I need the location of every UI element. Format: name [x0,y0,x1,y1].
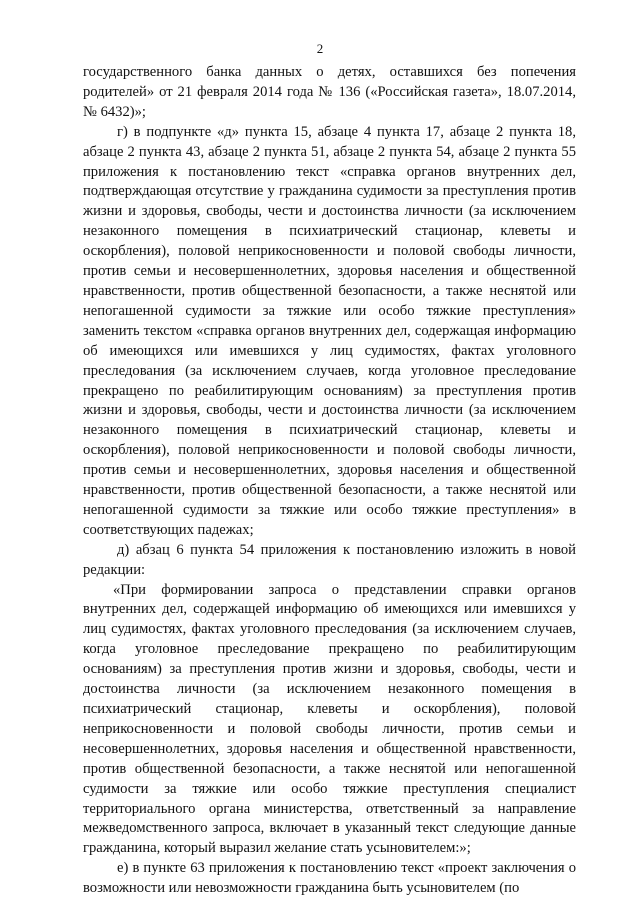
document-body [83,63,576,899]
paragraph-continuation: государственного банка данных о детях, оставшихся без попечения родителей» от 21 февраля 2014 года № 136 («Российская газета», 18.07.2014, № 6432)»; [83,64,576,120]
page-number: 2 [316,41,324,56]
paragraph-item-d: д) абзац 6 пункта 54 приложения к постановлению изложить в новой редакции: [83,541,576,578]
paragraph-item-g: г) в подпункте «д» пункта 15, абзаце 4 пункта 17, абзаце 2 пункта 18, абзаце 2 пункта 43, абзаце 2 пункта 51, абзаце 2 пункта 54, абзаце 2 пункта 55 приложения к постановлению текст «справка органов внутренних дел, подтверждающая отсутствие у гражданина судимости за преступления против жизни и здоровья, свободы, чести и достоинства личности (за исключением незаконного помещения в психиатрический стационар, клеветы и оскорбления), половой неприкосновенности и половой свободы личности, против семьи и несовершеннолетних, здоровья населения и общественной нравственности, против общественной безопасности, а также неснятой или непогашенной судимости за тяжкие или особо тяжкие преступления» заменить текстом «справка органов внутренних дел, содержащая информацию об имеющихся или имевшихся у лиц судимостях, фактах уголовного преследования (за исключением случаев, когда уголовное преследование прекращено по реабилитирующим основаниям) за преступления против жизни и здоровья, свободы, чести и достоинства личности (за исключением незаконного помещения в психиатрический стационар, клеветы и оскорбления), половой неприкосновенности и половой свободы личности, против семьи и несовершеннолетних, здоровья населения и общественной нравственности, против общественной безопасности, а также неснятой или непогашенной судимости за тяжкие или особо тяжкие преступления» в соответствующих падежах; [83,123,576,538]
paragraph-item-e: е) в пункте 63 приложения к постановлению текст «проект заключения о возможности или невозможности гражданина быть усыновителем (по [83,860,576,897]
paragraph-quoted-text: «При формировании запроса о представлении справки органов внутренних дел, содержащей информацию об имеющихся или имевшихся у лиц судимостях, фактах уголовного преследования (за исключением случаев, когда уголовное преследование прекращено по реабилитирующим основаниям) за преступления против жизни и здоровья, свободы, чести и достоинства личности (за исключением незаконного помещения в психиатрический стационар, клеветы и оскорбления), половой неприкосновенности и половой свободы личности, против семьи и несовершеннолетних, здоровья населения и общественной нравственности, против общественной безопасности, а также неснятой или непогашенной судимости за тяжкие или особо тяжкие преступления специалист территориального органа министерства, ответственный за направление межведомственного запроса, включает в указанный текст следующие данные гражданина, который выразил желание стать усыновителем:»; [83,581,576,857]
